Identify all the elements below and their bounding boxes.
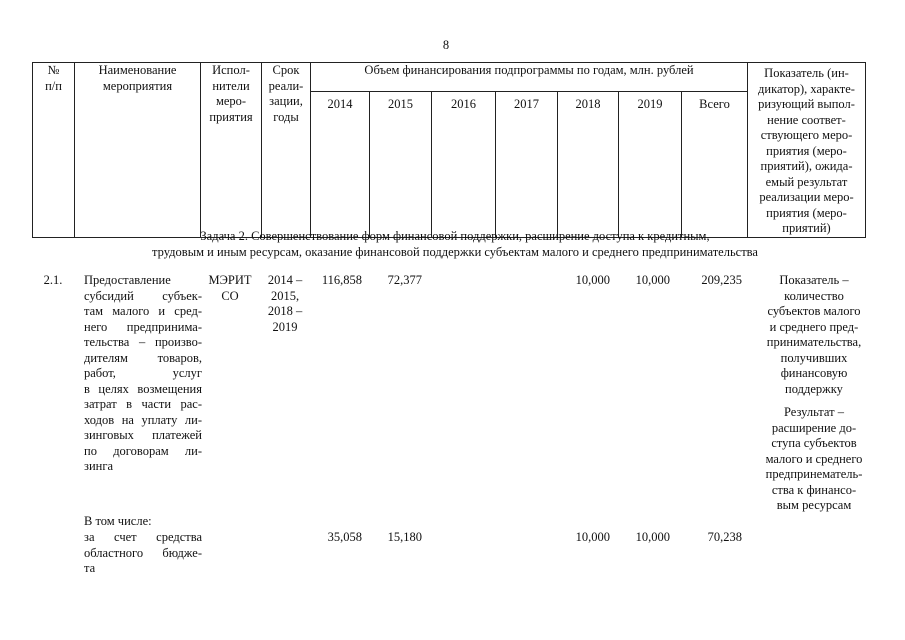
header-volume-title: Объем финансирования подпрограммы по годам, млн. рублей [311,63,748,92]
row-value-total: 209,235 [701,273,742,287]
row-value-2015: 72,377 [387,273,422,287]
header-year: 2019 [619,91,682,237]
subrow-value-2018: 10,000 [575,530,610,544]
header-year: 2017 [496,91,558,237]
header-year: 2014 [311,91,370,237]
row-term: 2014 – 2015, 2018 – 2019 [267,273,303,334]
header-term: Срок реали- зации, годы [262,63,311,238]
row-indicator: Показатель – количество субъектов малого и среднего пред- принимательства, получивших финансовую поддержку [766,273,862,396]
subrow-value-total: 70,238 [707,530,742,544]
row-name: Предоставление субсидий субъек- там малого и сред- него предпринима- тельства – произво- дителям товаров, работ, услуг в целях возмещения затрат в части рас- ходов на уплату ли- зинговых платежей по договорам ли- зинга [84,273,202,473]
header-year: 2018 [558,91,619,237]
header-year: 2015 [370,91,432,237]
page-number: 8 [442,38,450,52]
header-executors: Испол- нители меро- приятия [201,63,262,238]
subrow-value-2014: 35,058 [327,530,362,544]
subrow-name: за счет средства областного бюдже- та [84,530,202,575]
table-header [32,62,866,238]
including-label: В том числе: [84,514,152,528]
header-name: Наименование мероприятия [75,63,201,238]
header-num: № п/п [33,63,75,238]
subrow-value-2019: 10,000 [635,530,670,544]
row-result: Результат – расширение до- ступа субъектов малого и среднего предпринематель- ства к финансо- вым ресурсам [765,405,863,512]
header-indicator: Показатель (ин- дикатор), характе- ризующий выпол- нение соответ- ствующего меро- приятия (меро- приятий), ожида- емый результат реализации меро- приятия (меро- приятий) [748,63,866,238]
row-value-2019: 10,000 [635,273,670,287]
subrow-value-2015: 15,180 [387,530,422,544]
header-total: Всего [682,91,748,237]
task-heading: Задача 2. Совершенствование форм финансовой поддержки, расширение доступа к кредитным, трудовым и иным ресурсам, оказание финансовой поддержки субъектам малого и среднего предпринимательства [152,229,758,259]
row-executor: МЭРИТ СО [208,273,252,303]
row-number: 2.1. [43,273,63,287]
row-value-2014: 116,858 [321,273,362,287]
header-year: 2016 [432,91,496,237]
row-value-2018: 10,000 [575,273,610,287]
